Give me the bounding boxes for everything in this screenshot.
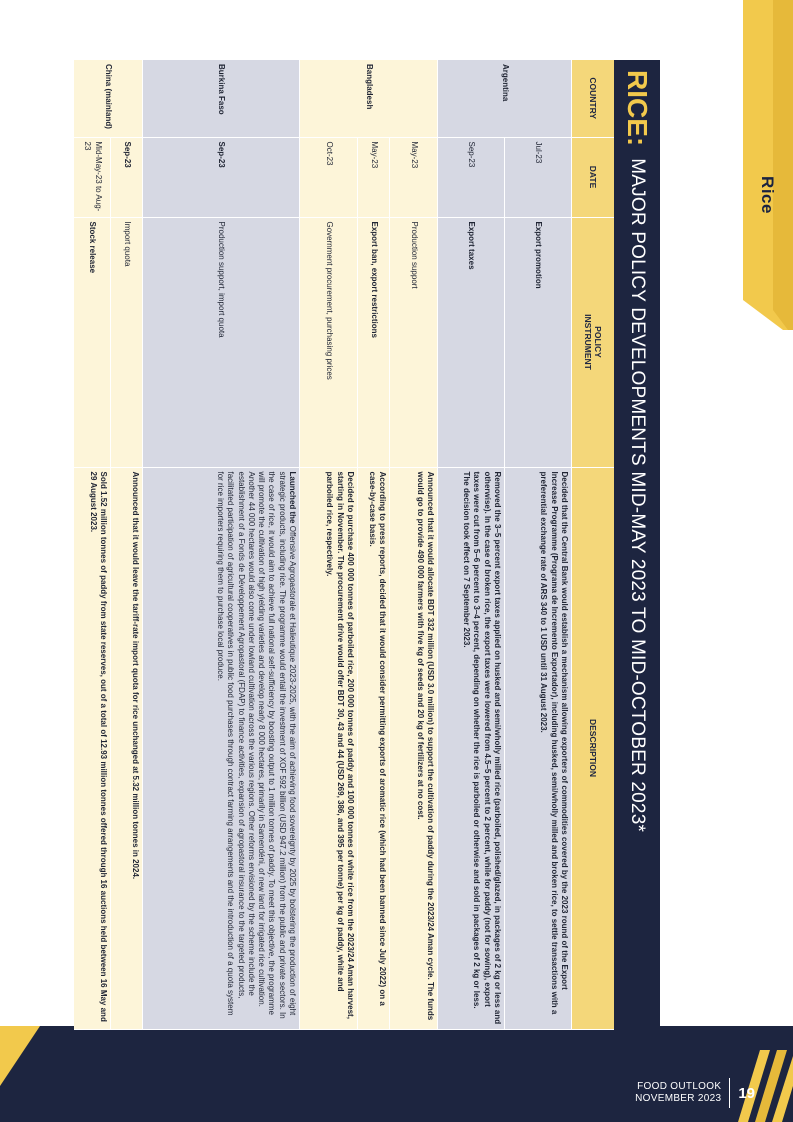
table-row <box>390 60 438 1029</box>
table-header-row <box>572 60 615 1029</box>
footer-publication <box>635 1081 721 1105</box>
date-cell: May-23 <box>390 137 438 217</box>
footer-title: FOOD OUTLOOK <box>637 1081 722 1092</box>
country-cell: China (mainland) <box>75 60 143 137</box>
instrument-cell: Production support <box>390 217 438 467</box>
header-description: DESCRIPTION <box>572 467 615 1029</box>
description-cell: Sold 1.52 million tonnes of paddy from state reserves, out of a total of 12.93 million tonnes offered through 16 auctions held between 16 May and 29 August 2023. <box>75 467 111 1029</box>
country-cell: Bangladesh <box>300 60 438 137</box>
description-cell: Decided that the Central Bank would establish a mechanism allowing exporters of commodities covered by the 2023 round of the Export Increase Programme (Programa de Incremento Exportador), including husked, semi/wholly milled and broken rice, to settle transactions with a preferential exchange rate of ARS 340 to 1 USD until 31 August 2023. <box>505 467 572 1029</box>
description-cell: According to press reports, decided that it would consider permitting exports of aromatic rice (which had been banned since July 2022) on a case-by-case basis. <box>358 467 390 1029</box>
description-cell: Decided to purchase 400 000 tonnes of parboiled rice, 200 000 tonnes of paddy and 100 000 tonnes of white rice from the 2023/24 Aman harvest, starting in November. The procurement drive would offer BDT 30, 43 and 44 (USD 269, 386, and 395 per tonne) per kg of paddy, white and parboiled rice, respectively. <box>300 467 358 1029</box>
instrument-cell: Government procurement, purchasing prices <box>300 217 358 467</box>
instrument-cell: Import quota <box>111 217 143 467</box>
table-title-prefix: RICE: <box>622 70 653 147</box>
policy-table-panel <box>84 60 660 1029</box>
date-cell: Sep-23 <box>111 137 143 217</box>
instrument-cell: Production support, import quota <box>143 217 300 467</box>
policy-table <box>75 60 615 1030</box>
header-instrument: POLICY INSTRUMENT <box>572 217 615 467</box>
table-row <box>438 60 505 1029</box>
description-cell: Announced that it would leave the tariff-rate import quota for rice unchanged at 5.32 million tonnes in 2024. <box>111 467 143 1029</box>
date-cell: Oct-23 <box>300 137 358 217</box>
table-row <box>505 60 572 1029</box>
description-cell: Announced that it would allocate BDT 332 million (USD 3.0 million) to support the cultivation of paddy during the 2023/24 Aman cycle. The funds would go to provide 490 000 farmers with five kg of seeds and 20 kg of fertilizers at no cost. <box>390 467 438 1029</box>
table-row <box>143 60 300 1029</box>
country-cell: Argentina <box>438 60 572 137</box>
date-cell: Sep-23 <box>438 137 505 217</box>
date-cell: Jul-23 <box>505 137 572 217</box>
header-date: DATE <box>572 137 615 217</box>
date-cell: May-23 <box>358 137 390 217</box>
table-row <box>358 60 390 1029</box>
table-title: MAJOR POLICY DEVELOPMENTS MID-MAY 2023 TO MID-OCTOBER 2023* <box>627 158 648 833</box>
date-cell: Mid-May-23 to Aug-23 <box>75 137 111 217</box>
footer-date: NOVEMBER 2023 <box>635 1093 722 1104</box>
section-label: Rice <box>758 176 777 214</box>
country-cell: Burkina Faso <box>143 60 300 137</box>
instrument-cell: Export taxes <box>438 217 505 467</box>
instrument-cell: Export ban, export restrictions <box>358 217 390 467</box>
table-row <box>111 60 143 1029</box>
date-cell: Sep-23 <box>143 137 300 217</box>
description-cell <box>143 467 300 1029</box>
table-row <box>300 60 358 1029</box>
instrument-cell: Stock release <box>75 217 111 467</box>
footer-divider <box>729 1078 730 1108</box>
description-cell: Removed the 3–5 percent export taxes applied on husked and semi/wholly milled rice (parboiled, polished/glazed, in packages of 2 kg or less and otherwise). In the case of broken rice, the export taxes were lowered from 4.5–5 percent to 2 percent, while for paddy (not for sowing), export taxes were cut from 5–6 percent to 3–4 percent, depending on whether the rice is parboiled or otherwise and sold in packages of 2 kg or less. The decision took effect on 7 September 2023. <box>438 467 505 1029</box>
header-country: COUNTRY <box>572 60 615 137</box>
section-tab <box>752 140 782 250</box>
footer <box>635 1078 755 1108</box>
table-row <box>75 60 111 1029</box>
instrument-cell: Export promotion <box>505 217 572 467</box>
description-lead: Launched the <box>288 471 297 524</box>
table-title-bar <box>614 60 660 1029</box>
description-text: Offensive Agropastorale et Halieutique 2023-2025, with the aim of achieving food sovereignty by 2025 by bolstering the production of eight strategic products, including rice. The programme would entail the investment of XOF 592 billion (USD 947.2 million) from the public and private sectors. In the case of rice, it would aim to achieve full national self-sufficiency by boosting output to 1 million tonnes of paddy. To meet this objective, the programme will promote the cultivation of high yielding varieties and develop nearly 8 000 hectares, primarily in Samendéni, of new land for irrigated rice cultivation. Another 44 000 hectares would also come under lowland cultivation across the various regions. Other reforms envisioned by the scheme include the establishment of a Fonds de Développement Agropastoral (FDAP) to finance activities, expansion of agropastoral insurance to the targeted products, facilitated participation of agricultural cooperatives in public food purchases through contract farming arrangements and the introduction of a quota system for rice importers requiring them to purchase local produce. <box>215 471 297 1019</box>
page-number: 19 <box>738 1084 755 1102</box>
